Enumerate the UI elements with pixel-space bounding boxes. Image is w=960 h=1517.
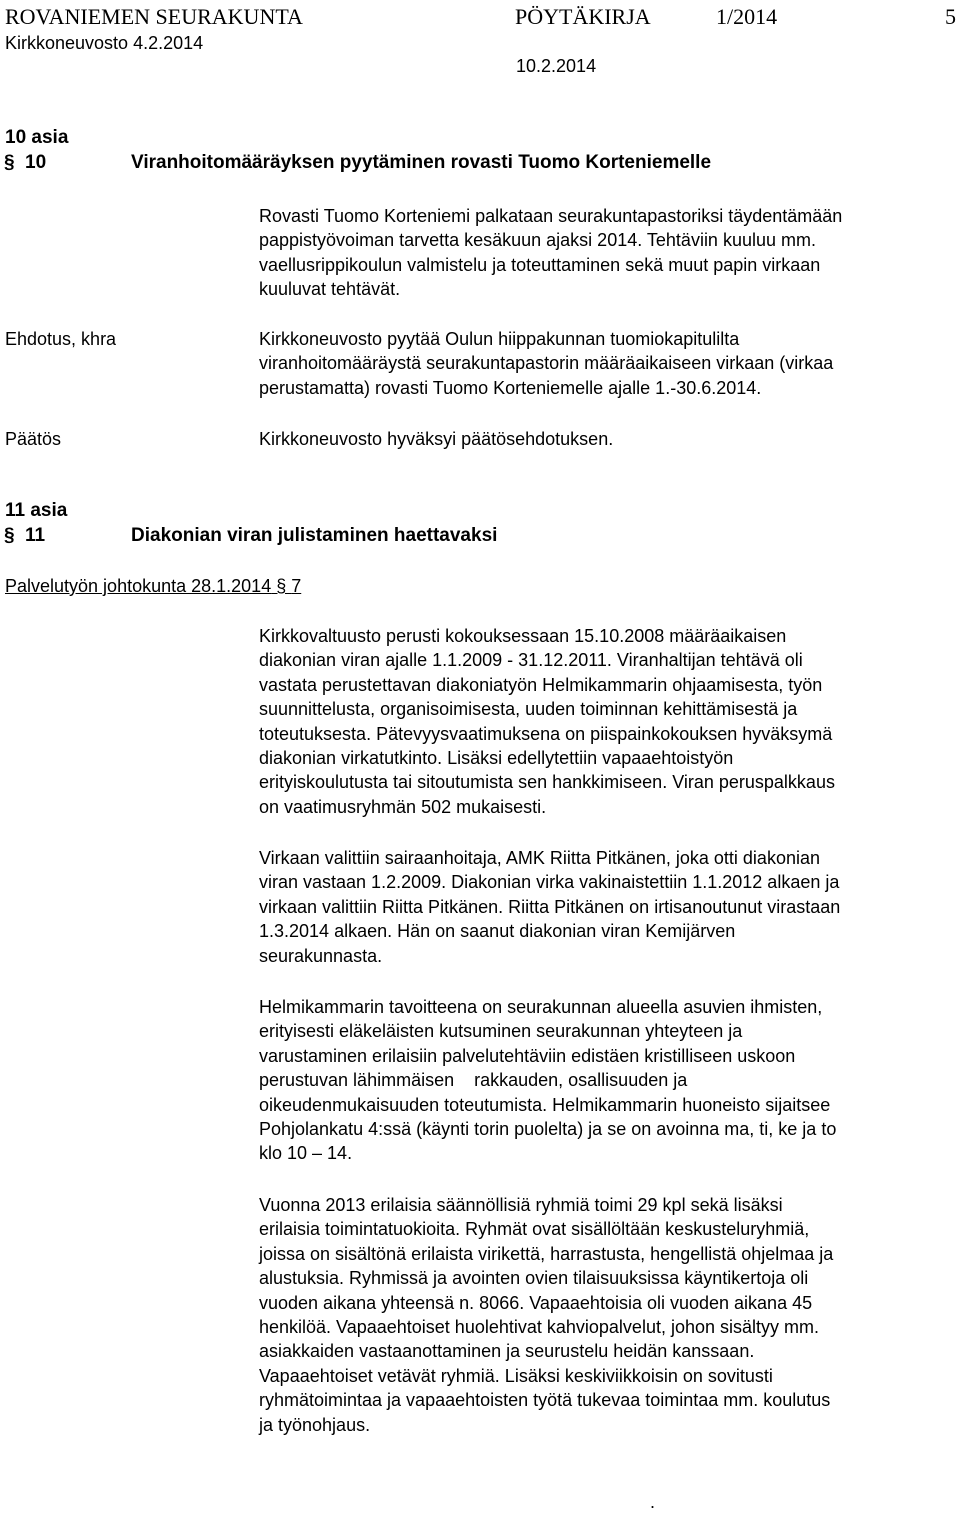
- text-line: Vuonna 2013 erilaisia säännöllisiä ryhmiä toimi 29 kpl sekä lisäksi: [259, 1195, 783, 1215]
- text-line: diakonian viran ajalle 1.1.2009 - 31.12.2011. Viranhaltijan tehtävä oli: [259, 650, 803, 671]
- text-line: vaellusrippikoulun valmistelu ja toteuttaminen sekä muut papin virkaan: [259, 254, 821, 275]
- item11-paragraph-1: [259, 624, 959, 819]
- text-line: viran vastaan 1.2.2009. Diakonian virka vakinaistettiin 1.1.2012 alkaen ja: [259, 872, 840, 893]
- text-line: klo 10 – 14.: [259, 1143, 353, 1164]
- item11-paragraph-4: [259, 1193, 959, 1437]
- text-line: ryhmätoimintaa ja vapaaehtoisten työtä tukevaa toimintaa mm. koulutus: [259, 1390, 831, 1411]
- reference-text: Palvelutyön johtokunta 28.1.2014: [5, 576, 272, 596]
- text-line: asiakkaiden vastaanottaminen ja seurustelu heidän kanssaan.: [259, 1341, 755, 1362]
- text-line: diakonian virkatutkinto. Lisäksi edellytettiin vapaaehtoistyön: [259, 748, 734, 769]
- text-line: vastata perustettavan diakoniatyön Helmikammarin ohjaamisesta, työn: [259, 674, 823, 695]
- item11-paragraph-3: [259, 995, 959, 1166]
- document-date: 10.2.2014: [516, 56, 597, 76]
- text-line: toteutuksesta. Pätevyysvaatimuksena on piispainkokouksen hyväksymä: [259, 723, 833, 744]
- footer-mark: .: [650, 1492, 656, 1512]
- page-number: 5: [945, 4, 956, 29]
- text-line: erityisesti eläkeläisten kutsuminen seurakunnan yhteyteen ja: [259, 1021, 743, 1042]
- text-line: ja työnohjaus.: [259, 1414, 371, 1435]
- text-line: erilaisia toimintatuokioita. Ryhmät ovat sisällöltään keskusteluryhmiä,: [259, 1219, 810, 1240]
- text-line: Kirkkoneuvosto pyytää Oulun hiippakunnan tuomiokapitulilta: [259, 329, 740, 349]
- item11-section-number: 11: [25, 525, 46, 546]
- text-line: kuuluvat tehtävät.: [259, 279, 401, 300]
- item11-asia-label: 11 asia: [5, 500, 68, 521]
- text-line: alustuksia. Ryhmissä ja avointen ovien tilaisuuksissa käyntikertoja oli: [259, 1268, 809, 1289]
- text-line: oikeudenmukaisuuden toteutumista. Helmikammarin huoneisto sijaitsee: [259, 1094, 831, 1115]
- item10-proposal: [259, 327, 959, 400]
- section-symbol-10: §: [4, 152, 15, 173]
- document-number: 1/2014: [716, 4, 778, 29]
- text-line: suunnittelusta, organisoimisesta, uuden toiminnan kehittämisestä ja: [259, 699, 798, 720]
- meeting-info: Kirkkoneuvosto 4.2.2014: [5, 33, 204, 53]
- item11-title: Diakonian viran julistaminen haettavaksi: [131, 525, 498, 546]
- text-line: virkaan valittiin Riitta Pitkänen. Riitta Pitkänen on irtisanoutunut virastaan: [259, 896, 841, 917]
- document-type: PÖYTÄKIRJA: [515, 4, 651, 29]
- text-line: Vapaaehtoiset vetävät ryhmiä. Lisäksi keskiviikkoisin on sovitusti: [259, 1365, 773, 1386]
- text-line: Virkaan valittiin sairaanhoitaja, AMK Riitta Pitkänen, joka otti diakonian: [259, 848, 820, 868]
- decision-label: Päätös: [5, 429, 62, 449]
- text-line: Rovasti Tuomo Korteniemi palkataan seurakuntapastoriksi täydentämään: [259, 206, 843, 226]
- text-line: pappistyövoiman tarvetta kesäkuun ajaksi 2014. Tehtäviin kuuluu mm.: [259, 230, 816, 251]
- decision-text: Kirkkoneuvosto hyväksyi päätösehdotuksen.: [259, 429, 614, 449]
- text-line: Kirkkovaltuusto perusti kokouksessaan 15.10.2008 määräaikaisen: [259, 626, 787, 646]
- text-line: 1.3.2014 alkaen. Hän on saanut diakonian viran Kemijärven: [259, 921, 736, 942]
- section-symbol-11: §: [4, 525, 15, 546]
- text-line: joissa on sisältönä erilaista virikettä, harrastusta, hengellistä ohjelmaa ja: [259, 1243, 834, 1264]
- reference-section: 7: [291, 576, 302, 596]
- item11-paragraph-2: [259, 846, 959, 968]
- item10-intro: [259, 204, 959, 302]
- text-line: Pohjolankatu 4:ssä (käynti torin puolelta) ja se on avoinna ma, ti, ke ja to: [259, 1119, 837, 1140]
- org-name: ROVANIEMEN SEURAKUNTA: [5, 4, 303, 29]
- text-line: henkilöä. Vapaaehtoiset huolehtivat kahviopalvelut, johon sisältyy mm.: [259, 1317, 819, 1338]
- text-line: seurakunnasta.: [259, 945, 383, 966]
- item10-title: Viranhoitomääräyksen pyytäminen rovasti Tuomo Korteniemelle: [131, 152, 712, 173]
- item10-asia-label: 10 asia: [5, 127, 69, 148]
- text-line: on vaatimusryhmän 502 mukaisesti.: [259, 796, 547, 817]
- text-line: perustamatta) rovasti Tuomo Korteniemelle ajalle 1.-30.6.2014.: [259, 377, 762, 398]
- text-line: erityiskoulutusta tai sitoutumista sen hankkimiseen. Viran peruspalkkaus: [259, 772, 835, 793]
- proposal-label: Ehdotus, khra: [5, 329, 117, 349]
- reference-line: Palvelutyön johtokunta 28.1.2014 § 7: [5, 576, 302, 596]
- text-line: Helmikammarin tavoitteena on seurakunnan alueella asuvien ihmisten,: [259, 997, 823, 1017]
- text-line: perustuvan lähimmäisen rakkauden, osallisuuden ja: [259, 1070, 688, 1091]
- text-line: viranhoitomääräystä seurakuntapastorin määräaikaiseen virkaan (virkaa: [259, 353, 834, 374]
- item10-section-number: 10: [25, 152, 47, 173]
- text-line: vuoden aikana yhteensä n. 8066. Vapaaehtoisia oli vuoden aikana 45: [259, 1292, 813, 1313]
- text-line: varustaminen erilaisiin palvelutehtäviin edistäen kristilliseen uskoon: [259, 1045, 796, 1066]
